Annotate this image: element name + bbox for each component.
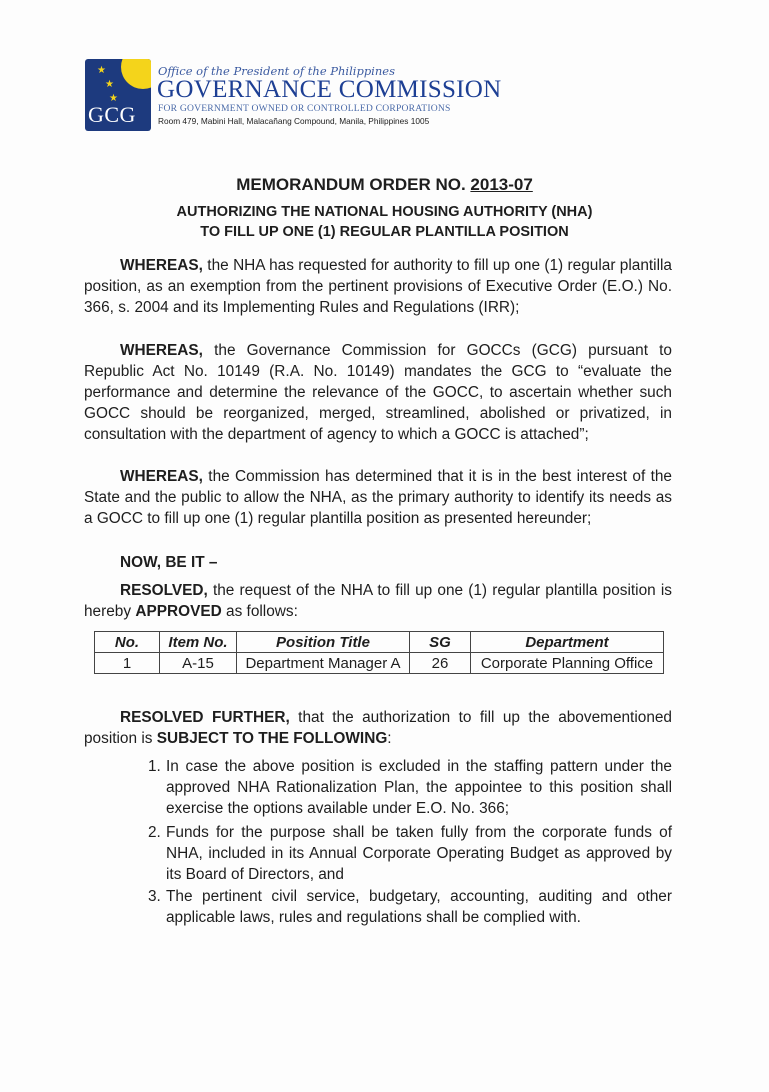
text: that the authorization to fill up the abovementioned position is <box>84 709 672 747</box>
item-text: In case the above position is excluded in the staffing pattern under the approved NHA Rationalization Plan, the appointee to this position shall exercise the options available under E.O. No. 366; <box>166 758 672 817</box>
header-department: Department <box>471 632 664 653</box>
lead: RESOLVED, <box>120 582 208 599</box>
memo-subtitle-1: AUTHORIZING THE NATIONAL HOUSING AUTHORITY (NHA) <box>176 204 593 220</box>
cell-position-title: Department Manager A <box>237 653 410 674</box>
office-line: Office of the President of the Philippines <box>158 64 395 78</box>
tail: : <box>387 730 392 747</box>
header-position-title: Position Title <box>237 632 410 653</box>
table-header-row <box>95 632 664 653</box>
bold-tail: APPROVED <box>135 603 222 620</box>
address: Room 479, Mabini Hall, Malacañang Compound, Manila, Philippines 1005 <box>158 116 430 126</box>
whereas-paragraph-3 <box>84 466 672 529</box>
resolved-further-paragraph <box>84 707 672 749</box>
text: the Commission has determined that it is in the best interest of the State and the public to allow the NHA, as the primary authority to identify its needs as a GOCC to fill up one (1) regular plantilla position as presented hereunder; <box>84 468 672 527</box>
whereas-paragraph-1 <box>84 255 672 318</box>
memo-title-prefix: MEMORANDUM ORDER NO. <box>236 175 471 194</box>
lead: WHEREAS, <box>120 342 203 359</box>
logo-text: GCG <box>88 102 136 127</box>
whereas-paragraph-2 <box>84 340 672 445</box>
tail: as follows: <box>221 603 298 620</box>
memo-subtitle-2: TO FILL UP ONE (1) REGULAR PLANTILLA POSITION <box>200 224 569 240</box>
star-icon: ★ <box>97 65 106 76</box>
now-be-it <box>84 552 672 573</box>
lead: WHEREAS, <box>120 468 203 485</box>
item-number: 1. <box>148 758 161 775</box>
star-icon: ★ <box>105 79 114 90</box>
position-table <box>94 631 664 674</box>
text: the Governance Commission for GOCCs (GCG) pursuant to Republic Act No. 10149 (R.A. No. 10149) mandates the GCG to “evaluate the performance and determine the relevance of the GOCC, to ascertain whether such GOCC should be reorganized, merged, streamlined, abolished or privatized, in consultation with the department of agency to which a GOCC is attached”; <box>84 342 672 443</box>
item-number: 2. <box>148 824 161 841</box>
header-no: No. <box>95 632 160 653</box>
memo-title <box>0 175 769 195</box>
gcg-logo <box>85 59 151 131</box>
header-sg: SG <box>410 632 471 653</box>
table-row <box>95 653 664 674</box>
resolved-paragraph <box>84 580 672 622</box>
item-number: 3. <box>148 888 161 905</box>
item-text: The pertinent civil service, budgetary, accounting, auditing and other applicable laws, rules and regulations shall be complied with. <box>166 888 672 926</box>
condition-item-2 <box>148 822 672 885</box>
cell-sg: 26 <box>410 653 471 674</box>
commission-subname: FOR GOVERNMENT OWNED OR CONTROLLED CORPORATIONS <box>158 103 451 114</box>
lead: NOW, BE IT – <box>120 554 218 571</box>
lead: WHEREAS, <box>120 257 203 274</box>
text: the request of the NHA to fill up one (1) regular plantilla position is hereby <box>84 582 672 620</box>
condition-item-3 <box>148 886 672 928</box>
lead: RESOLVED FURTHER, <box>120 709 290 726</box>
commission-name: GOVERNANCE COMMISSION <box>157 76 502 103</box>
header-item-no: Item No. <box>160 632 237 653</box>
cell-no: 1 <box>95 653 160 674</box>
memo-number: 2013-07 <box>470 175 533 194</box>
item-text: Funds for the purpose shall be taken fully from the corporate funds of NHA, included in its Annual Corporate Operating Budget as approved by its Board of Directors, and <box>166 824 672 883</box>
cell-department: Corporate Planning Office <box>471 653 664 674</box>
bold-tail: SUBJECT TO THE FOLLOWING <box>156 730 388 747</box>
cell-item-no: A-15 <box>160 653 237 674</box>
condition-item-1 <box>148 756 672 819</box>
star-icon: ★ <box>109 93 118 104</box>
sun-icon <box>121 59 151 89</box>
text: the NHA has requested for authority to fill up one (1) regular plantilla position, as an exemption from the pertinent provisions of Executive Order (E.O.) No. 366, s. 2004 and its Implementing Rules and Regulations (IRR); <box>84 257 672 316</box>
